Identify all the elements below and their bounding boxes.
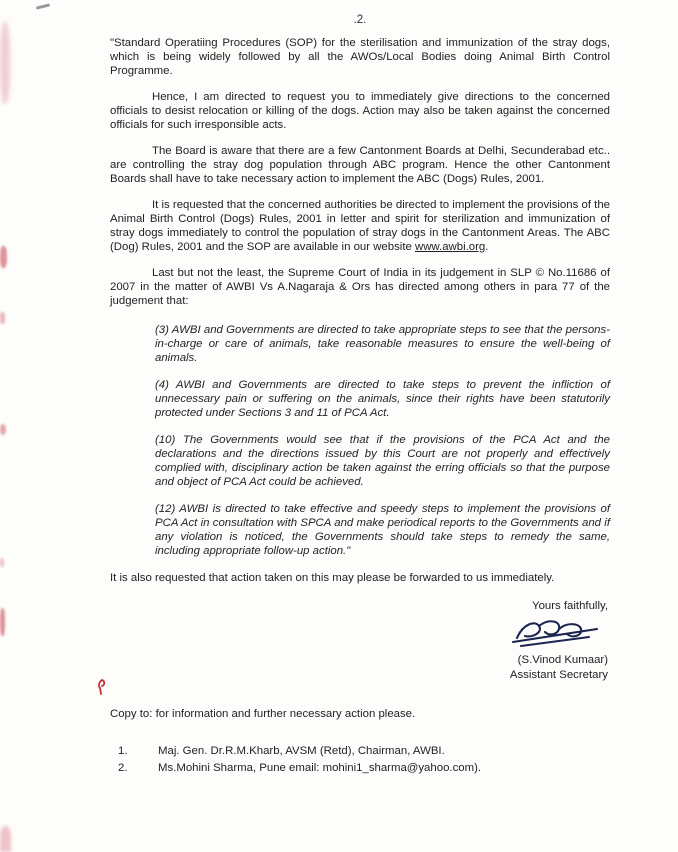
paragraph-supreme-court: Last but not the least, the Supreme Court of India in its judgement in SLP © No.11686 of 2007 in the matter of AWBI Vs A.Nagaraja & Ors has directed among others in para 77 of the judgement that: xyxy=(110,267,610,307)
copy-item-1 xyxy=(110,743,610,760)
copy-item-1-number: 1. xyxy=(118,745,128,757)
paragraph-requested xyxy=(110,198,610,254)
judgement-quote-10: (10) The Governments would see that if the provisions of the PCA Act and the declarations and the directions issued by this Court are not properly and effectively complied with, disciplinary action be taken against the erring officials so that the purpose and object of PCA Act could be achieved. xyxy=(155,434,610,488)
paragraph-sop: "Standard Operatiing Procedures (SOP) for the sterilisation and immunization of the stray dogs, which is being widely followed by all the AWOs/Local Bodies doing Animal Birth Control Programme. xyxy=(110,37,610,77)
judgement-quote-4: (4) AWBI and Governments are directed to take steps to prevent the infliction of unnecessary pain or suffering on the animals, since their rights have been statutorily protected under Sections 3 and 11 of PCA Act. xyxy=(155,379,610,419)
signer-name: (S.Vinod Kumaar) xyxy=(517,654,608,666)
paragraph-requested-text: It is requested that the concerned authorities be directed to implement the provisions of the Animal Birth Control (Dogs) Rules, 2001 in letter and spirit for sterilization and immunization of stray dogs immediately to control the population of stray dogs in the Cantonment Areas. The ABC (Dog) Rules, 2001 and the SOP are available in our website xyxy=(110,199,610,253)
scan-pink-mark-bottom xyxy=(0,826,11,852)
judgement-quote-3: (3) AWBI and Governments are directed to take appropriate steps to see that the persons-in-charge or care of animals, take reasonable measures to ensure the well-being of animals. xyxy=(155,324,610,364)
signature xyxy=(507,616,602,653)
awbi-website-link: www.awbi.org xyxy=(414,241,486,253)
paragraph-requested-period: . xyxy=(485,241,489,253)
copy-item-1-text: Maj. Gen. Dr.R.M.Kharb, AVSM (Retd), Chairman, AWBI. xyxy=(158,745,445,757)
copy-item-2-number: 2. xyxy=(118,762,128,774)
copy-to-heading: Copy to: for information and further necessary action please. xyxy=(110,708,416,720)
page-number: .2. xyxy=(353,14,367,26)
closing-request: It is also requested that action taken on this may please be forwarded to us immediately. xyxy=(110,572,555,584)
copy-item-2-text: Ms.Mohini Sharma, Pune email: mohini1_sharma@yahoo.com). xyxy=(158,762,482,774)
salutation: Yours faithfully, xyxy=(532,600,608,612)
signer-title: Assistant Secretary xyxy=(509,669,608,681)
paragraph-hence: Hence, I am directed to request you to immediately give directions to the concerned officials to desist relocation or killing of the dogs. Action may also be taken against the concerned officials for such irresponsible acts. xyxy=(110,91,610,131)
judgement-quote-12: (12) AWBI is directed to take effective and speedy steps to implement the provisions of PCA Act in consultation with SPCA and make periodical reports to the Governments and if any violation is noticed, the Governments should take steps to remedy the same, including appropriate follow-up action." xyxy=(155,503,610,557)
copy-item-2 xyxy=(110,760,610,777)
signature-block xyxy=(110,599,610,683)
paragraph-board: The Board is aware that there are a few Cantonment Boards at Delhi, Secunderabad etc.. are controlling the stray dog population through ABC program. Hence the other Cantonment Boards shall have to take necessary action to implement the ABC (Dogs) Rules, 2001. xyxy=(110,145,610,185)
